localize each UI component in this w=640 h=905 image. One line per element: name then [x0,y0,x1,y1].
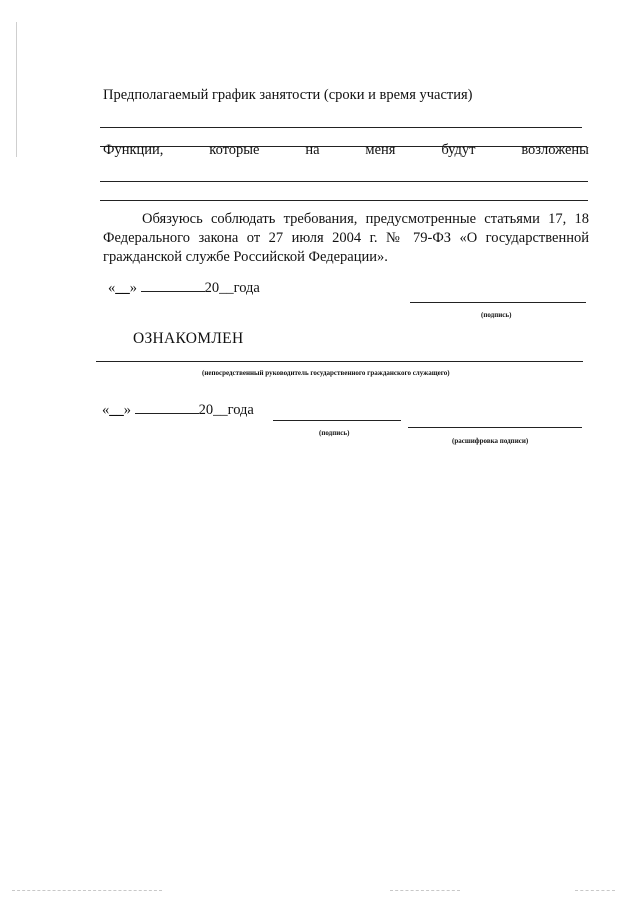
supervisor-signature-caption: (подпись) [319,429,350,437]
employee-date-quote-open: « [108,280,116,296]
supervisor-decryption-caption: (расшифровка подписи) [452,437,529,445]
employee-date-quote-close: » [129,280,137,296]
functions-word-5: будут [441,142,476,158]
employee-signature-caption: (подпись) [481,311,512,319]
supervisor-date-quote-open: « [102,402,110,418]
employee-date [108,279,260,298]
supervisor-caption: (непосредственный руководитель государственного гражданского служащего) [202,369,450,377]
schedule-line-1 [100,127,582,128]
functions-word-1: Функции, [103,142,164,158]
supervisor-signature-line [273,420,401,421]
obligation-paragraph: Обязуюсь соблюдать требования, предусмотренные статьями 17, 18 Федерального закона от 27 июля 2004 г. № 79-ФЗ «О государственной гражданской службе Российской Федерации». [103,211,589,265]
functions-label [103,142,589,159]
functions-line-2 [100,200,588,201]
functions-word-2: которые [209,142,260,158]
employee-date-year-suffix: __года [219,280,260,296]
supervisor-decryption-line [408,427,582,428]
supervisor-date-month-blank [135,401,199,414]
scan-bottom-mark-left [12,890,162,891]
supervisor-line [96,361,583,362]
supervisor-date-year-prefix: 20 [198,402,214,418]
employee-date-day: __ [115,280,130,296]
functions-word-3: на [305,142,320,158]
acknowledged-title: ОЗНАКОМЛЕН [133,330,244,347]
supervisor-date-quote-close: » [123,402,131,418]
employee-signature-line [410,302,586,303]
supervisor-date [102,401,254,420]
supervisor-date-year-suffix: __года [213,402,254,418]
scan-margin-mark [16,22,17,157]
employee-date-year-prefix: 20 [204,280,220,296]
scan-bottom-mark-right [575,890,615,891]
employee-date-month-blank [141,279,205,292]
functions-word-4: меня [365,142,396,158]
functions-word-6: возложены [521,142,589,158]
employment-schedule-label: Предполагаемый график занятости (сроки и время участия) [103,87,473,103]
scan-bottom-mark-middle [390,890,460,891]
supervisor-date-day: __ [109,402,124,418]
functions-line-1 [100,181,588,182]
